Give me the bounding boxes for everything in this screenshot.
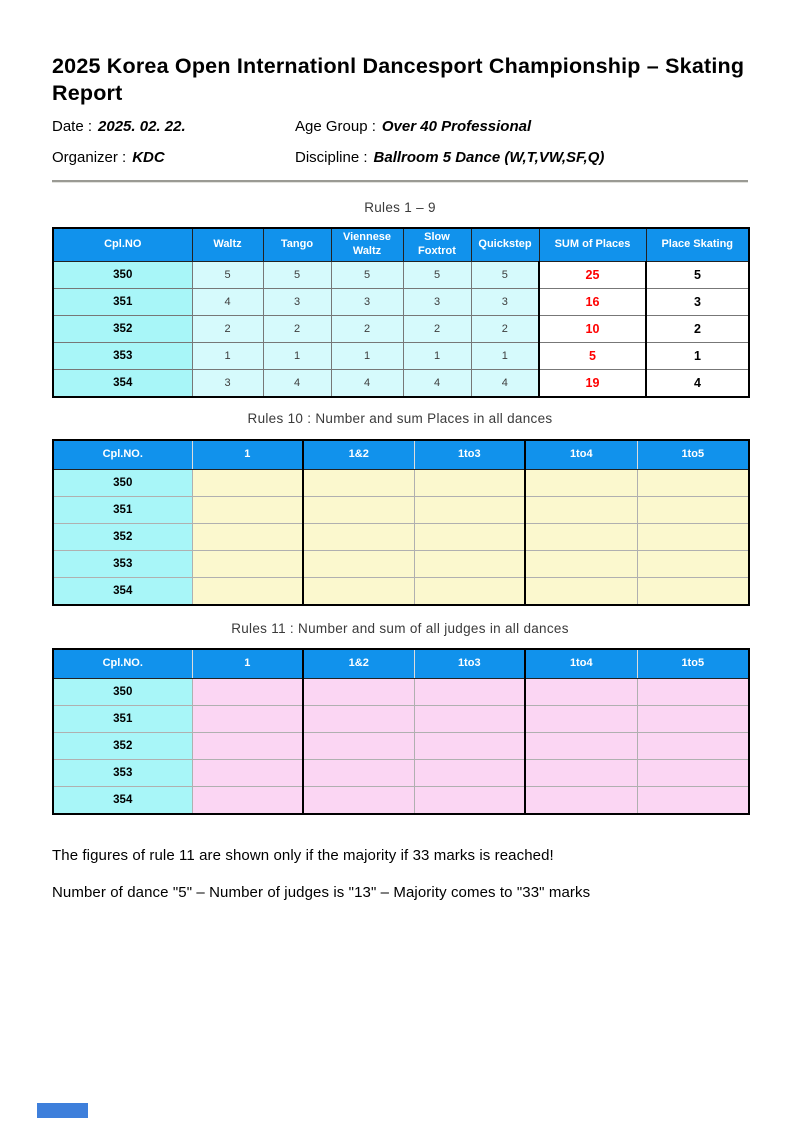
rules-1-9-table	[52, 227, 750, 398]
table-row	[53, 577, 749, 605]
date-value: 2025. 02. 22.	[98, 117, 186, 135]
place-cell: 4	[646, 369, 749, 397]
column-header-waltz: Waltz	[192, 228, 263, 262]
column-header-cpl-no: Cpl.NO.	[53, 649, 192, 679]
mark-cell: 3	[471, 288, 539, 315]
cpl-cell: 353	[53, 342, 192, 369]
header-row	[53, 228, 749, 262]
column-header-viennese-waltz: Viennese Waltz	[331, 228, 403, 262]
mark-cell: 2	[192, 315, 263, 342]
table-row	[53, 732, 749, 759]
mark-cell: 1	[192, 342, 263, 369]
mark-cell: 5	[331, 261, 403, 288]
empty-cell	[525, 496, 637, 523]
mark-cell: 3	[263, 288, 331, 315]
organizer-label: Organizer :	[52, 148, 127, 166]
cpl-cell: 350	[53, 469, 192, 496]
empty-cell	[414, 523, 525, 550]
empty-cell	[414, 550, 525, 577]
organizer-field	[52, 149, 295, 166]
rules-1-9-title: Rules 1 – 9	[364, 199, 436, 215]
sum-cell: 10	[539, 315, 646, 342]
place-cell: 1	[646, 342, 749, 369]
empty-cell	[637, 469, 749, 496]
empty-cell	[303, 732, 414, 759]
column-header-1and2: 1&2	[303, 440, 414, 470]
table-row	[53, 523, 749, 550]
empty-cell	[525, 678, 637, 705]
empty-cell	[525, 705, 637, 732]
empty-cell	[303, 523, 414, 550]
cpl-cell: 353	[53, 550, 192, 577]
empty-cell	[414, 577, 525, 605]
info-row-1	[52, 118, 748, 135]
column-header-1and2: 1&2	[303, 649, 414, 679]
sum-cell: 16	[539, 288, 646, 315]
empty-cell	[192, 678, 303, 705]
empty-cell	[414, 469, 525, 496]
empty-cell	[637, 732, 749, 759]
discipline-field	[295, 149, 604, 166]
empty-cell	[414, 786, 525, 814]
column-header-1to3: 1to3	[414, 440, 525, 470]
empty-cell	[303, 550, 414, 577]
cpl-cell: 354	[53, 786, 192, 814]
sum-cell: 19	[539, 369, 646, 397]
empty-cell	[192, 523, 303, 550]
empty-cell	[637, 705, 749, 732]
empty-cell	[192, 496, 303, 523]
empty-cell	[303, 705, 414, 732]
report-page	[52, 0, 748, 901]
age-group-value: Over 40 Professional	[381, 117, 532, 135]
page-footer-marker	[37, 1103, 88, 1118]
cpl-cell: 351	[53, 288, 192, 315]
column-header-1to3: 1to3	[414, 649, 525, 679]
page-title: 2025 Korea Open Internationl Dancesport Championship – Skating Report	[52, 54, 745, 105]
empty-cell	[192, 469, 303, 496]
empty-cell	[637, 496, 749, 523]
column-header-1to5: 1to5	[637, 440, 749, 470]
empty-cell	[192, 786, 303, 814]
cpl-cell: 352	[53, 523, 192, 550]
mark-cell: 1	[331, 342, 403, 369]
column-header-1: 1	[192, 440, 303, 470]
rules-11-title: Rules 11 : Number and sum of all judges in all dances	[231, 620, 569, 636]
empty-cell	[192, 732, 303, 759]
cpl-cell: 352	[53, 732, 192, 759]
mark-cell: 5	[263, 261, 331, 288]
rule-11-note: The figures of rule 11 are shown only if the majority if 33 marks is reached!	[52, 846, 554, 864]
rules-11-table	[52, 648, 750, 815]
mark-cell: 2	[471, 315, 539, 342]
majority-note: Number of dance "5" – Number of judges is "13" – Majority comes to "33" marks	[52, 883, 591, 901]
empty-cell	[192, 705, 303, 732]
place-cell: 3	[646, 288, 749, 315]
column-header-cpl-no: Cpl.NO	[53, 228, 192, 262]
rules-10-table	[52, 439, 750, 606]
mark-cell: 4	[471, 369, 539, 397]
empty-cell	[637, 759, 749, 786]
empty-cell	[192, 759, 303, 786]
empty-cell	[525, 550, 637, 577]
empty-cell	[525, 469, 637, 496]
empty-cell	[525, 732, 637, 759]
empty-cell	[525, 577, 637, 605]
cpl-cell: 354	[53, 369, 192, 397]
mark-cell: 3	[403, 288, 471, 315]
empty-cell	[637, 577, 749, 605]
mark-cell: 2	[263, 315, 331, 342]
date-field	[52, 118, 295, 135]
info-row-2	[52, 149, 748, 166]
column-header-cpl-no: Cpl.NO.	[53, 440, 192, 470]
mark-cell: 4	[192, 288, 263, 315]
column-header-1: 1	[192, 649, 303, 679]
table-row	[53, 261, 749, 288]
column-header-tango: Tango	[263, 228, 331, 262]
table-row	[53, 786, 749, 814]
date-label: Date :	[52, 117, 93, 135]
column-header-1to5: 1to5	[637, 649, 749, 679]
table-row	[53, 342, 749, 369]
empty-cell	[525, 523, 637, 550]
column-header-quickstep: Quickstep	[471, 228, 539, 262]
empty-cell	[303, 496, 414, 523]
empty-cell	[192, 550, 303, 577]
table-row	[53, 315, 749, 342]
mark-cell: 4	[403, 369, 471, 397]
mark-cell: 5	[403, 261, 471, 288]
cpl-cell: 351	[53, 496, 192, 523]
rules-10-title: Rules 10 : Number and sum Places in all dances	[247, 410, 553, 426]
column-header-sum-of-places: SUM of Places	[539, 228, 646, 262]
organizer-value: KDC	[132, 148, 165, 166]
mark-cell: 1	[471, 342, 539, 369]
empty-cell	[303, 678, 414, 705]
empty-cell	[637, 786, 749, 814]
cpl-cell: 350	[53, 261, 192, 288]
column-header-1to4: 1to4	[525, 649, 637, 679]
table-row	[53, 469, 749, 496]
sum-cell: 25	[539, 261, 646, 288]
mark-cell: 1	[403, 342, 471, 369]
table-row	[53, 496, 749, 523]
empty-cell	[637, 550, 749, 577]
column-header-1to4: 1to4	[525, 440, 637, 470]
place-cell: 5	[646, 261, 749, 288]
header-row	[53, 649, 749, 679]
discipline-label: Discipline :	[295, 148, 368, 166]
cpl-cell: 354	[53, 577, 192, 605]
empty-cell	[303, 759, 414, 786]
empty-cell	[192, 577, 303, 605]
cpl-cell: 350	[53, 678, 192, 705]
table-row	[53, 288, 749, 315]
table-row	[53, 550, 749, 577]
table-row	[53, 678, 749, 705]
cpl-cell: 352	[53, 315, 192, 342]
column-header-slow-foxtrot: Slow Foxtrot	[403, 228, 471, 262]
empty-cell	[414, 759, 525, 786]
empty-cell	[414, 496, 525, 523]
mark-cell: 2	[331, 315, 403, 342]
empty-cell	[303, 577, 414, 605]
place-cell: 2	[646, 315, 749, 342]
empty-cell	[637, 523, 749, 550]
table-row	[53, 705, 749, 732]
age-group-field	[295, 118, 531, 135]
mark-cell: 3	[331, 288, 403, 315]
empty-cell	[414, 732, 525, 759]
empty-cell	[303, 786, 414, 814]
empty-cell	[414, 678, 525, 705]
header-divider	[52, 180, 748, 183]
header-row	[53, 440, 749, 470]
empty-cell	[414, 705, 525, 732]
table-row	[53, 759, 749, 786]
mark-cell: 1	[263, 342, 331, 369]
sum-cell: 5	[539, 342, 646, 369]
mark-cell: 5	[192, 261, 263, 288]
table-row	[53, 369, 749, 397]
empty-cell	[303, 469, 414, 496]
discipline-value: Ballroom 5 Dance (W,T,VW,SF,Q)	[373, 148, 605, 166]
cpl-cell: 351	[53, 705, 192, 732]
empty-cell	[525, 786, 637, 814]
mark-cell: 4	[263, 369, 331, 397]
mark-cell: 2	[403, 315, 471, 342]
age-group-label: Age Group :	[295, 117, 376, 135]
mark-cell: 3	[192, 369, 263, 397]
empty-cell	[525, 759, 637, 786]
empty-cell	[637, 678, 749, 705]
column-header-place-skating: Place Skating	[646, 228, 749, 262]
mark-cell: 4	[331, 369, 403, 397]
cpl-cell: 353	[53, 759, 192, 786]
mark-cell: 5	[471, 261, 539, 288]
